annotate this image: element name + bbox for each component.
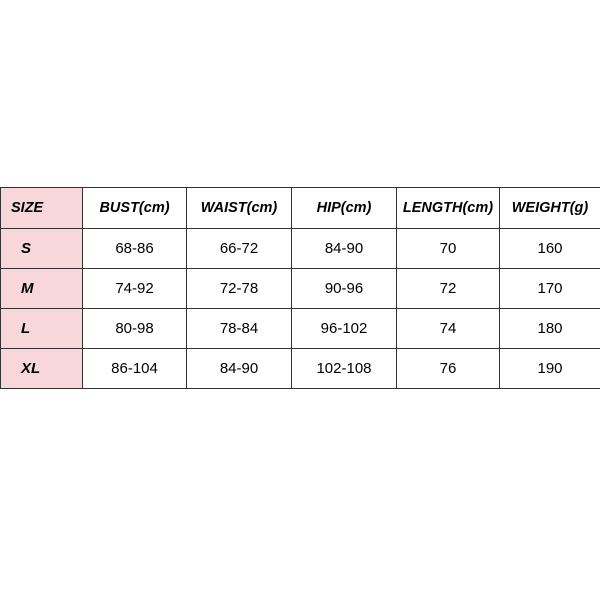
table-row bbox=[1, 269, 600, 309]
waist-value: 84-90 bbox=[187, 349, 292, 389]
weight-value: 190 bbox=[500, 349, 600, 389]
hip-value: 102-108 bbox=[292, 349, 397, 389]
header-size: SIZE bbox=[1, 188, 83, 229]
header-length: LENGTH(cm) bbox=[397, 188, 500, 229]
length-value: 76 bbox=[397, 349, 500, 389]
weight-value: 160 bbox=[500, 229, 600, 269]
header-waist: WAIST(cm) bbox=[187, 188, 292, 229]
size-label: XL bbox=[1, 349, 83, 389]
size-label: M bbox=[1, 269, 83, 309]
hip-value: 84-90 bbox=[292, 229, 397, 269]
hip-value: 96-102 bbox=[292, 309, 397, 349]
header-hip: HIP(cm) bbox=[292, 188, 397, 229]
size-chart-header bbox=[1, 188, 600, 229]
length-value: 74 bbox=[397, 309, 500, 349]
weight-value: 180 bbox=[500, 309, 600, 349]
header-weight: WEIGHT(g) bbox=[500, 188, 600, 229]
size-chart-table bbox=[0, 187, 600, 389]
waist-value: 72-78 bbox=[187, 269, 292, 309]
waist-value: 78-84 bbox=[187, 309, 292, 349]
length-value: 72 bbox=[397, 269, 500, 309]
table-row bbox=[1, 229, 600, 269]
bust-value: 68-86 bbox=[83, 229, 187, 269]
header-bust: BUST(cm) bbox=[83, 188, 187, 229]
bust-value: 74-92 bbox=[83, 269, 187, 309]
header-row bbox=[1, 188, 600, 229]
bust-value: 86-104 bbox=[83, 349, 187, 389]
table-row bbox=[1, 349, 600, 389]
table-row bbox=[1, 309, 600, 349]
weight-value: 170 bbox=[500, 269, 600, 309]
waist-value: 66-72 bbox=[187, 229, 292, 269]
size-label: S bbox=[1, 229, 83, 269]
size-label: L bbox=[1, 309, 83, 349]
length-value: 70 bbox=[397, 229, 500, 269]
bust-value: 80-98 bbox=[83, 309, 187, 349]
size-chart-body bbox=[1, 229, 600, 389]
hip-value: 90-96 bbox=[292, 269, 397, 309]
